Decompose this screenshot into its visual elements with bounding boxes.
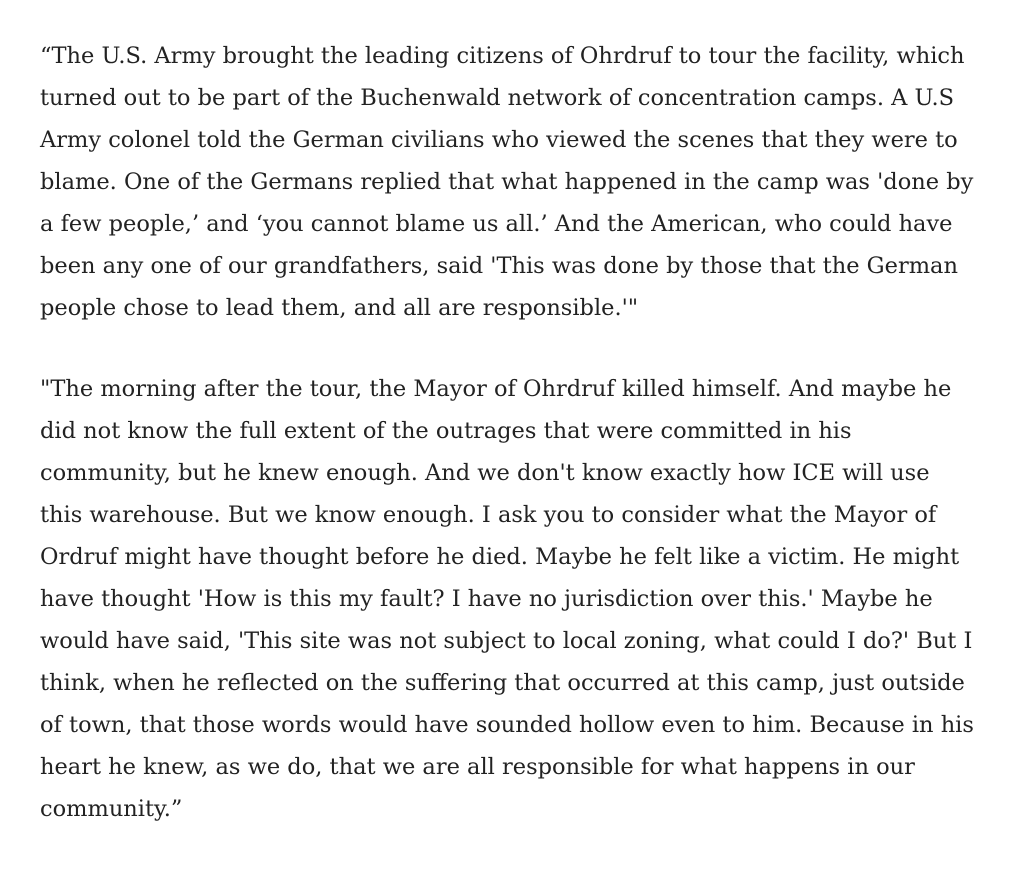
text-line: Army colonel told the German civilians who viewed the scenes that they were to <box>40 127 958 153</box>
text-line: have thought 'How is this my fault? I have no jurisdiction over this.' Maybe he <box>40 586 933 612</box>
text-line: think, when he reflected on the suffering that occurred at this camp, just outside <box>40 670 965 696</box>
text-line: a few people,’ and ‘you cannot blame us all.’ And the American, who could have <box>40 211 953 237</box>
quote-paragraph-2 <box>40 368 1000 830</box>
text-line: would have said, 'This site was not subject to local zoning, what could I do?' But I <box>40 628 973 654</box>
text-line: blame. One of the Germans replied that what happened in the camp was 'done by <box>40 169 974 195</box>
quote-paragraph-1 <box>40 35 1000 329</box>
text-line: people chose to lead them, and all are responsible.'" <box>40 295 639 321</box>
text-line: heart he knew, as we do, that we are all responsible for what happens in our <box>40 754 915 780</box>
text-line: did not know the full extent of the outrages that were committed in his <box>40 418 852 444</box>
text-line: been any one of our grandfathers, said 'This was done by those that the German <box>40 253 958 279</box>
text-line: "The morning after the tour, the Mayor of Ohrdruf killed himself. And maybe he <box>40 376 952 402</box>
text-line: Ordruf might have thought before he died. Maybe he felt like a victim. He might <box>40 544 960 570</box>
text-line: this warehouse. But we know enough. I ask you to consider what the Mayor of <box>40 502 937 528</box>
article-body <box>40 35 1000 869</box>
text-line: turned out to be part of the Buchenwald network of concentration camps. A U.S <box>40 85 955 111</box>
text-line: of town, that those words would have sounded hollow even to him. Because in his <box>40 712 974 738</box>
text-line: community.” <box>40 796 183 822</box>
text-line: “The U.S. Army brought the leading citizens of Ohrdruf to tour the facility, which <box>40 43 965 69</box>
text-line: community, but he knew enough. And we don't know exactly how ICE will use <box>40 460 930 486</box>
